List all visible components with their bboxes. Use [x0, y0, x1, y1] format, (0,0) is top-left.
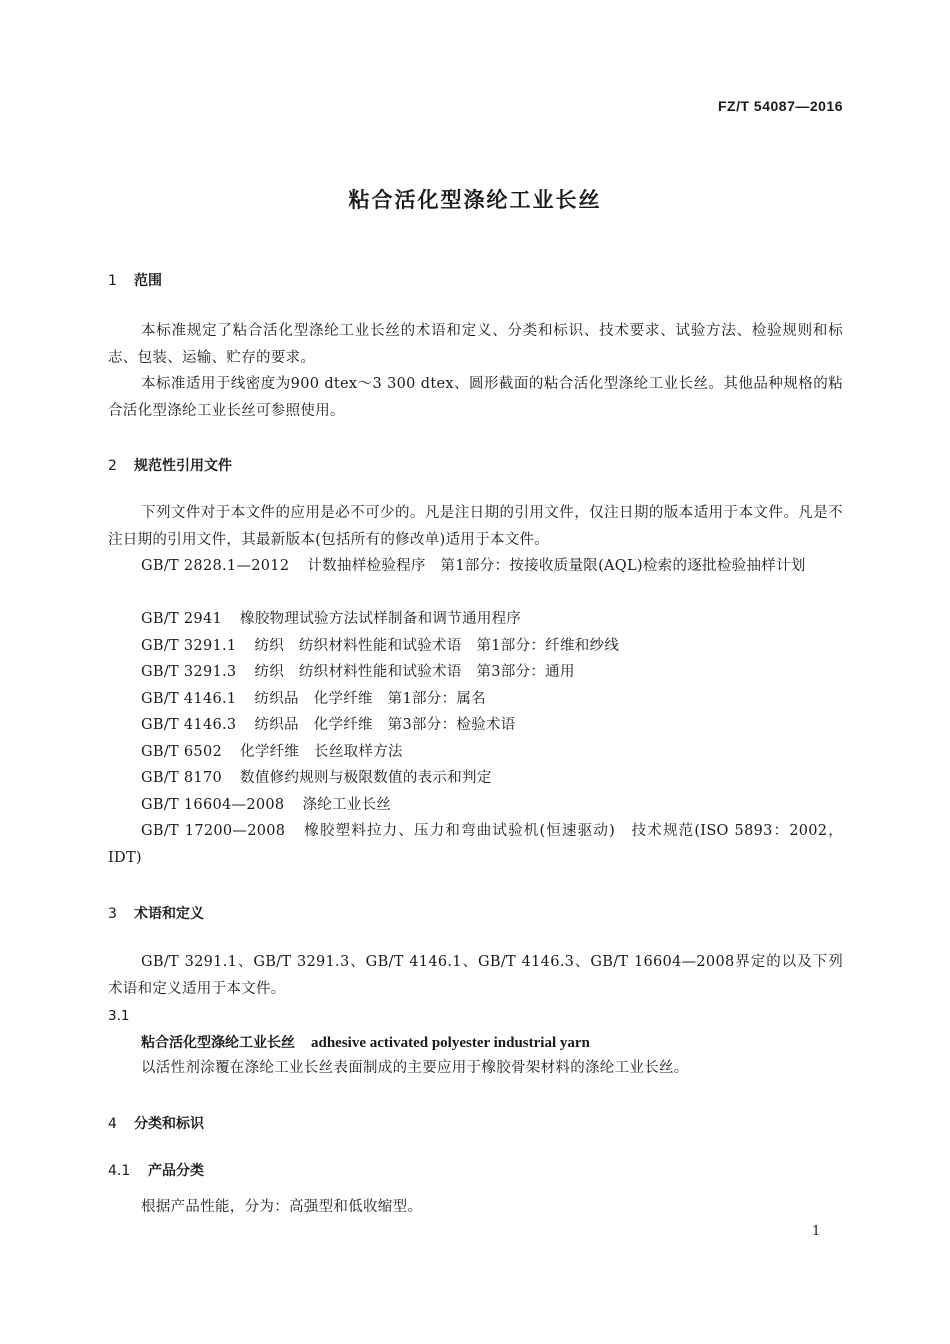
reference-item [141, 606, 843, 633]
subsection-number: 4.1 [108, 1163, 131, 1179]
reference-code: GB/T 6502 [141, 744, 223, 760]
reference-code: GB/T 16604—2008 [141, 797, 285, 813]
section-title: 规范性引用文件 [134, 458, 232, 474]
section-number: 2 [108, 458, 117, 474]
standard-number: FZ/T 54087—2016 [717, 98, 843, 114]
section-2-intro: 下列文件对于本文件的应用是必不可少的。凡是注日期的引用文件，仅注日期的版本适用于本文件。凡是不注日期的引用文件，其最新版本(包括所有的修改单)适用于本文件。 [108, 505, 843, 548]
reference-item [141, 765, 843, 792]
section-1-paragraph-1: 本标准规定了粘合活化型涤纶工业长丝的术语和定义、分类和标识、技术要求、试验方法、检验规则和标志、包装、运输、贮存的要求。 [108, 323, 843, 366]
reference-code: GB/T 2941 [141, 611, 223, 627]
section-number: 1 [108, 273, 117, 289]
reference-code: GB/T 2828.1—2012 [141, 558, 290, 574]
reference-title: 计数抽样检验程序 第1部分：按接收质量限(AQL)检索的逐批检验抽样计划 [307, 558, 806, 574]
reference-title: 数值修约规则与极限数值的表示和判定 [240, 770, 492, 786]
section-1-paragraph-2: 本标准适用于线密度为900 dtex～3 300 dtex、圆形截面的粘合活化型涤纶工业长丝。其他品种规格的粘合活化型涤纶工业长丝可参照使用。 [108, 376, 843, 419]
reference-title: 橡胶物理试验方法试样制备和调节通用程序 [240, 611, 522, 627]
page-number: 1 [812, 1224, 821, 1239]
reference-title: 纺织 纺织材料性能和试验术语 第3部分：通用 [254, 664, 575, 680]
section-1-heading [108, 270, 162, 290]
reference-code: GB/T 17200—2008 [141, 823, 286, 839]
reference-item [108, 553, 843, 580]
reference-item [141, 739, 843, 766]
reference-code: GB/T 3291.1 [141, 638, 237, 654]
term-entry [141, 1032, 590, 1052]
section-2-heading [108, 455, 232, 475]
term-english: adhesive activated polyester industrial yarn [311, 1035, 590, 1051]
document-title: 粘合活化型涤纶工业长丝 [348, 188, 602, 212]
subsection-title: 产品分类 [148, 1163, 204, 1179]
reference-item [108, 818, 843, 871]
term-chinese: 粘合活化型涤纶工业长丝 [141, 1035, 295, 1051]
section-number: 4 [108, 1116, 117, 1132]
subsection-4-1-text: 根据产品性能，分为：高强型和低收缩型。 [141, 1199, 423, 1215]
reference-title: 纺织品 化学纤维 第1部分：属名 [254, 691, 486, 707]
section-title: 术语和定义 [134, 906, 204, 922]
reference-title: 橡胶塑料拉力、压力和弯曲试验机(恒速驱动) 技术规范(ISO 5893：2002，IDT) [108, 823, 843, 866]
reference-code: GB/T 4146.3 [141, 717, 237, 733]
term-number: 3.1 [108, 1008, 130, 1024]
section-number: 3 [108, 906, 117, 922]
section-4-heading [108, 1113, 204, 1133]
subsection-4-1-heading [108, 1160, 204, 1180]
reference-title: 涤纶工业长丝 [302, 797, 392, 813]
reference-item [141, 712, 843, 739]
reference-title: 化学纤维 长丝取样方法 [240, 744, 403, 760]
reference-code: GB/T 8170 [141, 770, 223, 786]
reference-item [141, 792, 843, 819]
section-3-intro: GB/T 3291.1、GB/T 3291.3、GB/T 4146.1、GB/T 4146.3、GB/T 16604—2008界定的以及下列术语和定义适用于本文件。 [108, 954, 843, 997]
section-title: 范围 [134, 273, 162, 289]
term-definition: 以活性剂涂覆在涤纶工业长丝表面制成的主要应用于橡胶骨架材料的涤纶工业长丝。 [141, 1060, 689, 1076]
reference-title: 纺织 纺织材料性能和试验术语 第1部分：纤维和纱线 [254, 638, 620, 654]
reference-item [141, 659, 843, 686]
reference-code: GB/T 4146.1 [141, 691, 237, 707]
section-3-heading [108, 903, 204, 923]
reference-code: GB/T 3291.3 [141, 664, 237, 680]
section-title: 分类和标识 [134, 1116, 204, 1132]
reference-title: 纺织品 化学纤维 第3部分：检验术语 [254, 717, 516, 733]
reference-item [141, 686, 843, 713]
reference-item [141, 633, 843, 660]
